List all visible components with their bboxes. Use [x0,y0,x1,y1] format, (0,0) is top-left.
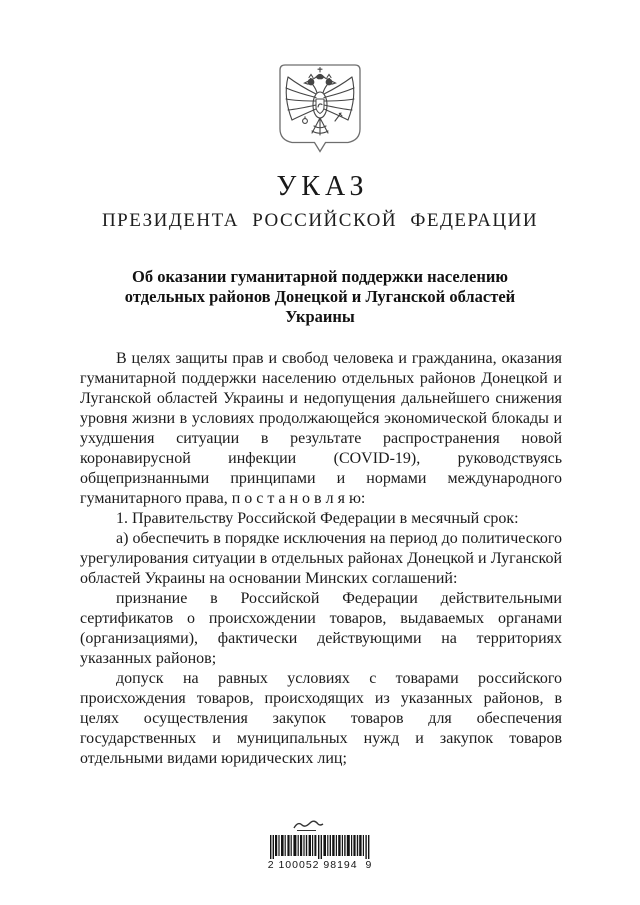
document-type-title: УКАЗ [276,171,369,202]
document-issuer-line: ПРЕЗИДЕНТА РОССИЙСКОЙ ФЕДЕРАЦИИ [101,210,539,231]
paragraph-preamble: В целях защиты прав и свобод человека и гражданина, оказания гуманитарной поддержки населению отдельных районов Донецкой и Луганской областей Украины и недопущения дальнейшего снижения уровня жизни в условиях продолжающейся экономической блокады и ухудшения ситуации в результате распространения новой коронавирусной инфекции (COVID-19), руководствуясь общепризнанными принципами и нормами международного гуманитарного права, п о с т а н о в л я ю: [80,350,562,507]
barcode-digits: 2 100052 98194 9 [267,859,373,871]
paragraph-item-1: 1. Правительству Российской Федерации в месячный срок: [116,510,519,527]
document-subject-heading: Об оказании гуманитарной поддержки населению отдельных районов Донецкой и Луганской областей Украины [124,267,516,326]
paragraph-goods-admission: допуск на равных условиях с товарами российского происхождения товаров, происходящих из указанных районов, в целях осуществления закупок товаров для обеспечения государственных и муниципальных нужд и закупок товаров отдельными видами юридических лиц; [80,670,562,767]
document-body [0,349,640,769]
handwritten-squiggle-icon [288,818,328,834]
russia-coat-of-arms-icon [278,63,362,157]
barcode-icon [270,835,370,859]
paragraph-certificates: признание в Российской Федерации действительными сертификатов о происхождении товаров, выдаваемых органами (организациями), фактически действующими на территориях указанных районов; [80,590,562,667]
barcode-block [260,818,380,871]
paragraph-item-1a: а) обеспечить в порядке исключения на период до политического урегулирования ситуации в отдельных районах Донецкой и Луганской областей Украины на основании Минских соглашений: [80,530,562,587]
